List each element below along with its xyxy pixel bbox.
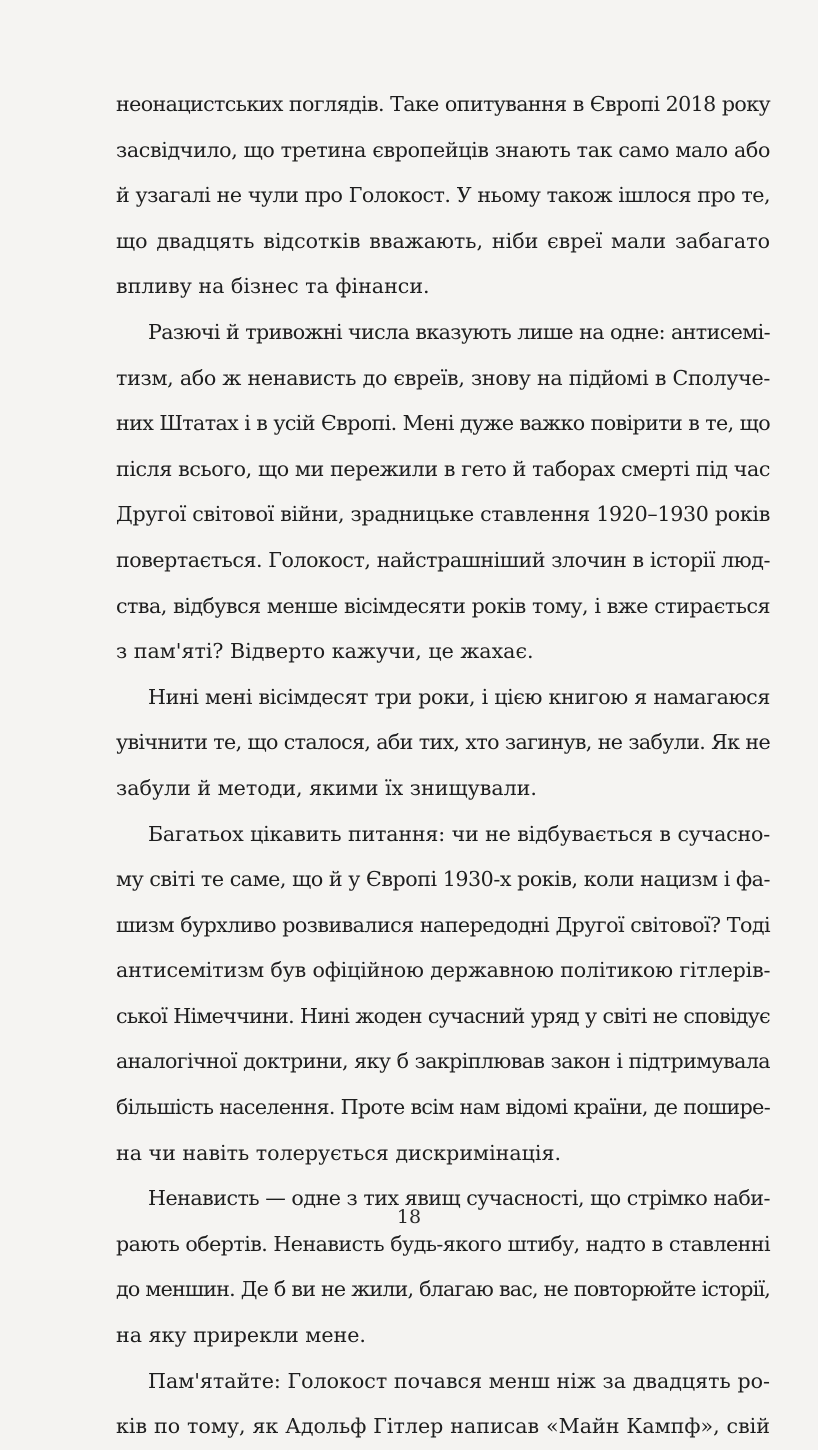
body-text (116, 82, 770, 1450)
text-line: них Штатах і в усій Європі. Мені дуже важко повірити в те, що (116, 411, 770, 436)
text-line: засвідчило, що третина європейців знають так само мало або (116, 137, 770, 162)
text-line: більшість населення. Проте всім нам відомі країни, де поширe- (116, 1095, 770, 1120)
text-line: Другої світової війни, зрадницьке ставлення 1920–1930 років (116, 502, 770, 527)
text-line: Нині мені вісімдесят три роки, і цією книгою я намагаюся (148, 684, 770, 709)
text-line: ської Німеччини. Нині жоден сучасний уряд у світі не сповідує (116, 1003, 770, 1028)
text-line: шизм бурхливо розвивалися напередодні Другої світової? Тоді (116, 912, 770, 937)
text-line: Ненависть — одне з тих явищ сучасності, що стрімко наби- (148, 1186, 770, 1211)
text-line: до меншин. Де б ви не жили, благаю вас, не повторюйте історії, (116, 1277, 770, 1302)
text-line: аналогічної доктрини, яку б закріплював закон і підтримувала (116, 1049, 770, 1074)
text-line: ків по тому, як Адольф Гітлер написав «Майн Кампф», свій (116, 1414, 770, 1439)
text-line: ства, відбувся менше вісімдесяти років тому, і вже стирається (116, 593, 770, 618)
text-line: впливу на бізнес та фінанси. (116, 274, 430, 299)
text-line: неонацистських поглядів. Таке опитування в Європі 2018 року (116, 92, 770, 116)
text-line: антисемітизм був офіційною державною політикою гітлерів- (116, 958, 771, 983)
text-line: Разючі й тривожні числа вказують лише на одне: антисемі- (148, 319, 770, 344)
text-line: му світі те саме, що й у Європі 1930-х років, коли нацизм і фа- (116, 867, 770, 892)
text-line: на яку прирекли мене. (116, 1323, 366, 1348)
text-line: Пам'ятайте: Голокост почався менш ніж за двадцять ро- (148, 1368, 770, 1393)
text-line: повертається. Голокост, найстрашніший злочин в історії люд- (116, 547, 770, 572)
text-line: рають обертів. Ненависть будь-якого штибу, надто в ставленні (116, 1231, 770, 1256)
text-line: й узагалі не чули про Голокост. У ньому також ішлося про те, (116, 183, 770, 208)
text-line: увічнити те, що сталося, аби тих, хто загинув, не забули. Як не (116, 730, 770, 755)
text-line: Багатьох цікавить питання: чи не відбувається в сучасно- (148, 821, 770, 846)
text-line: після всього, що ми пережили в гето й таборах смерті під час (116, 456, 770, 481)
text-line: на чи навіть толерується дискримінація. (116, 1140, 562, 1165)
page-number: 18 (396, 1206, 422, 1228)
text-line: забули й методи, якими їх знищували. (116, 775, 537, 800)
text-line: що двадцять відсотків вважають, ніби євреї мали забагато (116, 228, 770, 253)
text-line: тизм, або ж ненависть до євреїв, знову на підйомі в Сполуче- (116, 365, 770, 390)
text-line: з пам'яті? Відверто кажучи, це жахає. (116, 639, 534, 664)
